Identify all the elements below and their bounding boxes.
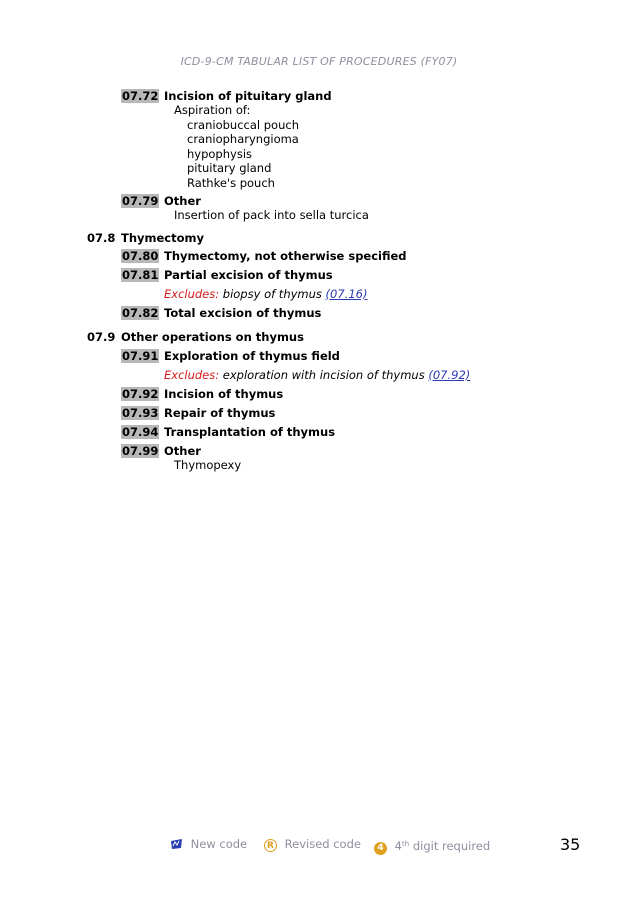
title-07-82: Total excision of thymus: [164, 306, 322, 320]
legend-fourth-digit-num: 4: [394, 839, 402, 853]
code-07-94: 07.94: [122, 425, 159, 439]
code-07-91: 07.91: [122, 349, 159, 363]
category-title-07-8: Thymectomy: [121, 231, 205, 245]
revised-code-icon: R: [264, 839, 277, 852]
code-07-72: 07.72: [122, 89, 159, 103]
code-07-92: 07.92: [122, 387, 159, 401]
excludes-label: Excludes:: [164, 287, 220, 301]
code-07-81: 07.81: [122, 268, 159, 282]
list-item: craniobuccal pouch: [187, 118, 299, 132]
category-title-07-9: Other operations on thymus: [121, 330, 304, 344]
title-07-91: Exploration of thymus field: [164, 349, 340, 363]
excludes-text: biopsy of thymus: [222, 287, 322, 301]
code-07-79: 07.79: [122, 194, 159, 208]
title-07-80: Thymectomy, not otherwise specified: [164, 249, 407, 263]
page-number: 35: [560, 835, 581, 854]
legend-new-code: [170, 836, 247, 852]
cross-reference-link[interactable]: (07.92): [428, 368, 471, 382]
note-07-79: Insertion of pack into sella turcica: [174, 208, 369, 222]
title-07-93: Repair of thymus: [164, 406, 276, 420]
fourth-digit-icon: 4: [374, 842, 387, 855]
code-07-80: 07.80: [122, 249, 159, 263]
title-07-72: Incision of pituitary gland: [164, 89, 332, 103]
title-07-99: Other: [164, 444, 201, 458]
code-07-82: 07.82: [122, 306, 159, 320]
list-item: hypophysis: [187, 147, 253, 161]
excludes-07-81: [164, 287, 367, 301]
title-07-94: Transplantation of thymus: [164, 425, 336, 439]
legend-fourth-digit-label: digit required: [412, 839, 491, 853]
legend-new-code-label: New code: [190, 837, 248, 851]
list-item: craniopharyngioma: [187, 132, 299, 146]
list-item: pituitary gland: [187, 161, 272, 175]
note-07-99: Thymopexy: [174, 458, 242, 472]
code-07-99: 07.99: [122, 444, 159, 458]
title-07-92: Incision of thymus: [164, 387, 284, 401]
note-07-72: Aspiration of:: [174, 103, 251, 117]
title-07-79: Other: [164, 194, 201, 208]
excludes-07-91: [164, 368, 470, 382]
category-code-07-9: 07.9: [87, 330, 116, 344]
excludes-label: Excludes:: [164, 368, 220, 382]
legend-fourth-digit: [374, 836, 490, 855]
title-07-81: Partial excision of thymus: [164, 268, 333, 282]
category-code-07-8: 07.8: [87, 231, 116, 245]
legend-fourth-digit-sup: th: [401, 840, 410, 848]
list-item: Rathke's pouch: [187, 176, 275, 190]
page-header: ICD-9-CM TABULAR LIST OF PROCEDURES (FY07): [180, 55, 458, 68]
legend-revised-code-label: Revised code: [284, 837, 361, 851]
code-07-93: 07.93: [122, 406, 159, 420]
cross-reference-link[interactable]: (07.16): [325, 287, 368, 301]
legend-revised-code: [264, 836, 361, 852]
excludes-text: exploration with incision of thymus: [222, 368, 425, 382]
new-code-icon: [170, 838, 183, 850]
footer-legend: [0, 836, 638, 854]
